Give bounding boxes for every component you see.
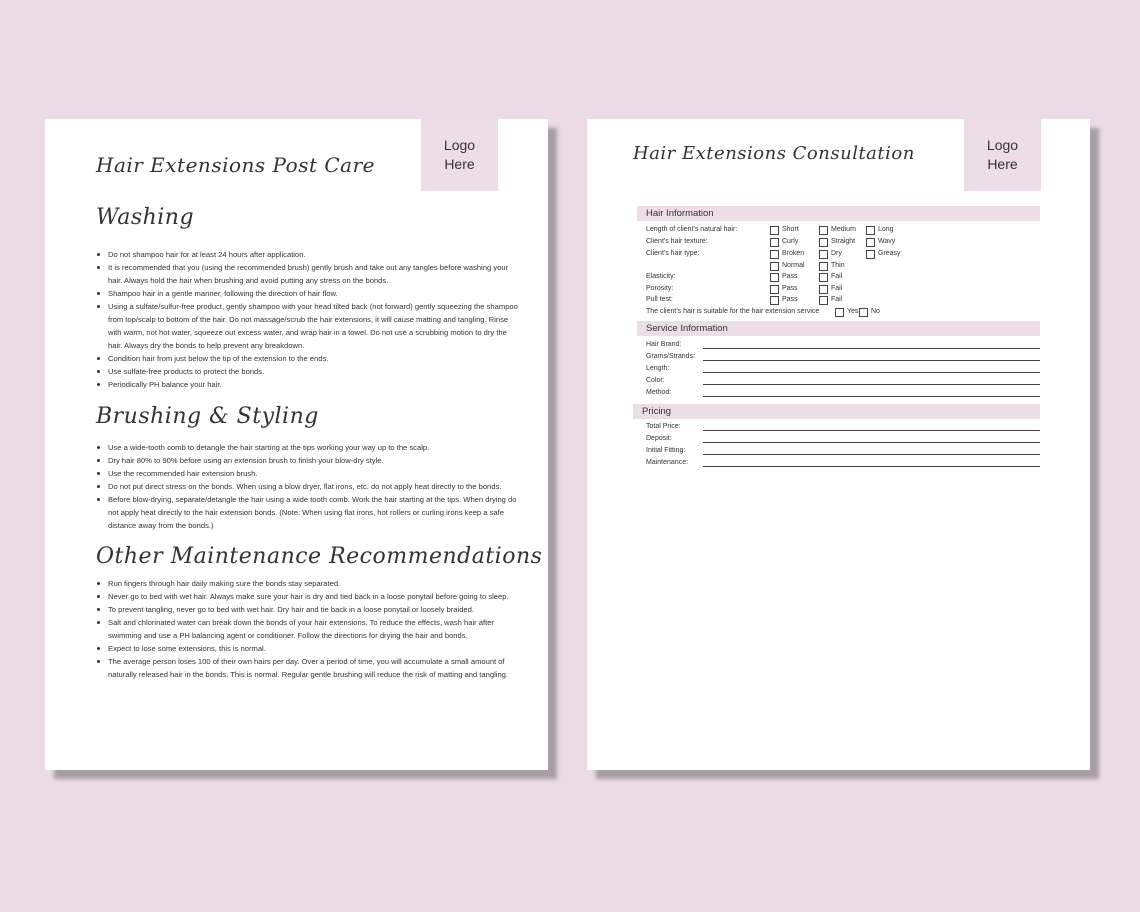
section-heading-brushing: Brushing & Styling (96, 404, 319, 429)
list-item: Run fingers through hair daily making sure the bonds stay separated. (108, 577, 520, 590)
checkbox-yes[interactable]: Yes (835, 307, 858, 317)
checkbox-dry[interactable]: Dry (819, 249, 842, 259)
checkbox-box[interactable] (770, 226, 779, 235)
checkbox-box[interactable] (770, 250, 779, 259)
checkbox-box[interactable] (819, 238, 828, 247)
suitable-label: The client's hair is suitable for the hair extension service (646, 308, 820, 315)
list-item: Using a sulfate/sulfur-free product, gently shampoo with your head tilted back (not forward) gently squeezing the shampoo from top/scalp to bottom of the hair. Do not massage/scrub the hair extensions, it will cause matting and tangling. Rinse with warm, not hot water, squeeze out excess water, and wrap hair in a towel. Do not use a scrubbing motion to dry the hair. Always dry the bonds to help prevent any breakdown. (108, 300, 520, 352)
checkbox-medium[interactable]: Medium (819, 225, 856, 235)
texture-label: Client's hair texture: (646, 238, 708, 245)
checkbox-box[interactable] (770, 273, 779, 282)
checkbox-box[interactable] (770, 285, 779, 294)
checkbox-box[interactable] (819, 226, 828, 235)
checkbox-elasticity-pass[interactable]: Pass (770, 272, 798, 282)
field-color[interactable]: Color: (646, 373, 1040, 385)
checkbox-box[interactable] (819, 296, 828, 305)
washing-list (96, 248, 520, 391)
post-care-page (45, 119, 548, 770)
field-length[interactable]: Length: (646, 361, 1040, 373)
length-label: Length of client's natural hair: (646, 226, 738, 233)
list-item: Dry hair 80% to 90% before using an extension brush to finish your blow-dry style. (108, 454, 520, 467)
elasticity-label: Elasticity: (646, 273, 676, 280)
checkbox-box[interactable] (770, 262, 779, 271)
field-maintenance[interactable]: Maintenance: (646, 455, 1040, 467)
service-info-heading: Service Information (646, 323, 728, 334)
list-item: Salt and chlorinated water can break down the bonds of your hair extensions. To reduce the effects, wash hair after swimming and use a PH balancing agent or conditioner. Follow the directions for drying the hair and bonds. (108, 616, 520, 642)
list-item: Use the recommended hair extension brush. (108, 467, 520, 480)
section-heading-maintenance: Other Maintenance Recommendations (96, 544, 543, 569)
logo-line-2: Here (987, 156, 1018, 172)
checkbox-curly[interactable]: Curly (770, 237, 798, 247)
checkbox-box[interactable] (819, 250, 828, 259)
checkbox-thin[interactable]: Thin (819, 261, 845, 271)
checkbox-no[interactable]: No (859, 307, 880, 317)
list-item: Shampoo hair in a gentle manner, following the direction of hair flow. (108, 287, 520, 300)
pricing-header (633, 404, 1040, 419)
page-title: Hair Extensions Post Care (96, 153, 375, 177)
logo-line-1: Logo (986, 137, 1019, 153)
type-label: Client's hair type: (646, 250, 700, 257)
checkbox-normal[interactable]: Normal (770, 261, 805, 271)
list-item: Never go to bed with wet hair. Always make sure your hair is dry and tied back in a loose ponytail before going to sleep. (108, 590, 520, 603)
checkbox-box[interactable] (819, 273, 828, 282)
checkbox-straight[interactable]: Straight (819, 237, 855, 247)
list-item: Expect to lose some extensions, this is normal. (108, 642, 520, 655)
checkbox-box[interactable] (866, 250, 875, 259)
maintenance-list (96, 577, 520, 681)
field-total-price[interactable]: Total Price: (646, 419, 1040, 431)
porosity-label: Porosity: (646, 285, 674, 292)
list-item: Use a wide-tooth comb to detangle the hair starting at the tips working your way up to the scalp. (108, 441, 520, 454)
logo-placeholder (421, 119, 498, 191)
field-deposit[interactable]: Deposit: (646, 431, 1040, 443)
checkbox-elasticity-fail[interactable]: Fail (819, 272, 842, 282)
logo-line-1: Logo (443, 137, 476, 153)
page-title: Hair Extensions Consultation (633, 143, 915, 164)
checkbox-box[interactable] (819, 262, 828, 271)
checkbox-greasy[interactable]: Greasy (866, 249, 901, 259)
list-item: Do not shampoo hair for at least 24 hours after application. (108, 248, 520, 261)
checkbox-box[interactable] (819, 285, 828, 294)
field-method[interactable]: Method: (646, 385, 1040, 397)
checkbox-wavy[interactable]: Wavy (866, 237, 895, 247)
field-initial-fitting[interactable]: Initial Fitting: (646, 443, 1040, 455)
checkbox-pull-pass[interactable]: Pass (770, 295, 798, 305)
list-item: Use sulfate-free products to protect the bonds. (108, 365, 520, 378)
checkbox-porosity-fail[interactable]: Fail (819, 284, 842, 294)
list-item: Do not put direct stress on the bonds. When using a blow dryer, flat irons, etc. do not apply heat directly to the bonds. (108, 480, 520, 493)
logo-placeholder (964, 119, 1041, 191)
list-item: It is recommended that you (using the recommended brush) gently brush and take out any tangles before washing your hair. Always hold the hair when brushing and avoid putting any stress on the bonds. (108, 261, 520, 287)
checkbox-box[interactable] (835, 308, 844, 317)
checkbox-long[interactable]: Long (866, 225, 894, 235)
checkbox-box[interactable] (770, 238, 779, 247)
hair-info-heading: Hair Information (646, 208, 714, 219)
checkbox-broken[interactable]: Broken (770, 249, 804, 259)
checkbox-pull-fail[interactable]: Fail (819, 295, 842, 305)
brushing-list (96, 441, 520, 532)
logo-line-2: Here (444, 156, 475, 172)
checkbox-box[interactable] (859, 308, 868, 317)
checkbox-box[interactable] (866, 238, 875, 247)
checkbox-porosity-pass[interactable]: Pass (770, 284, 798, 294)
checkbox-box[interactable] (866, 226, 875, 235)
list-item: The average person loses 100 of their own hairs per day. Over a period of time, you will accumulate a small amount of naturally released hair in the bonds. This is normal. Regular gentle brushing will reduce the risk of matting and tangling. (108, 655, 520, 681)
list-item: To prevent tangling, never go to bed with wet hair. Dry hair and tie back in a loose ponytail or loosely braided. (108, 603, 520, 616)
service-info-header (637, 321, 1040, 336)
list-item: Before blow-drying, separate/detangle the hair using a wide tooth comb. Work the hair starting at the tips. When drying do not apply heat directly to the hair extension bonds. (Note: When using flat irons, hot rollers or curling irons keep a safe distance away from the bonds.) (108, 493, 520, 532)
field-hair-brand[interactable]: Hair Brand: (646, 337, 1040, 349)
section-heading-washing: Washing (96, 205, 195, 230)
consultation-page (587, 119, 1090, 770)
checkbox-short[interactable]: Short (770, 225, 799, 235)
list-item: Periodically PH balance your hair. (108, 378, 520, 391)
field-grams-strands[interactable]: Grams/Strands: (646, 349, 1040, 361)
checkbox-box[interactable] (770, 296, 779, 305)
pull-test-label: Pull test: (646, 296, 673, 303)
list-item: Condition hair from just below the tip of the extension to the ends. (108, 352, 520, 365)
hair-info-header (637, 206, 1040, 221)
pricing-heading: Pricing (642, 406, 672, 417)
